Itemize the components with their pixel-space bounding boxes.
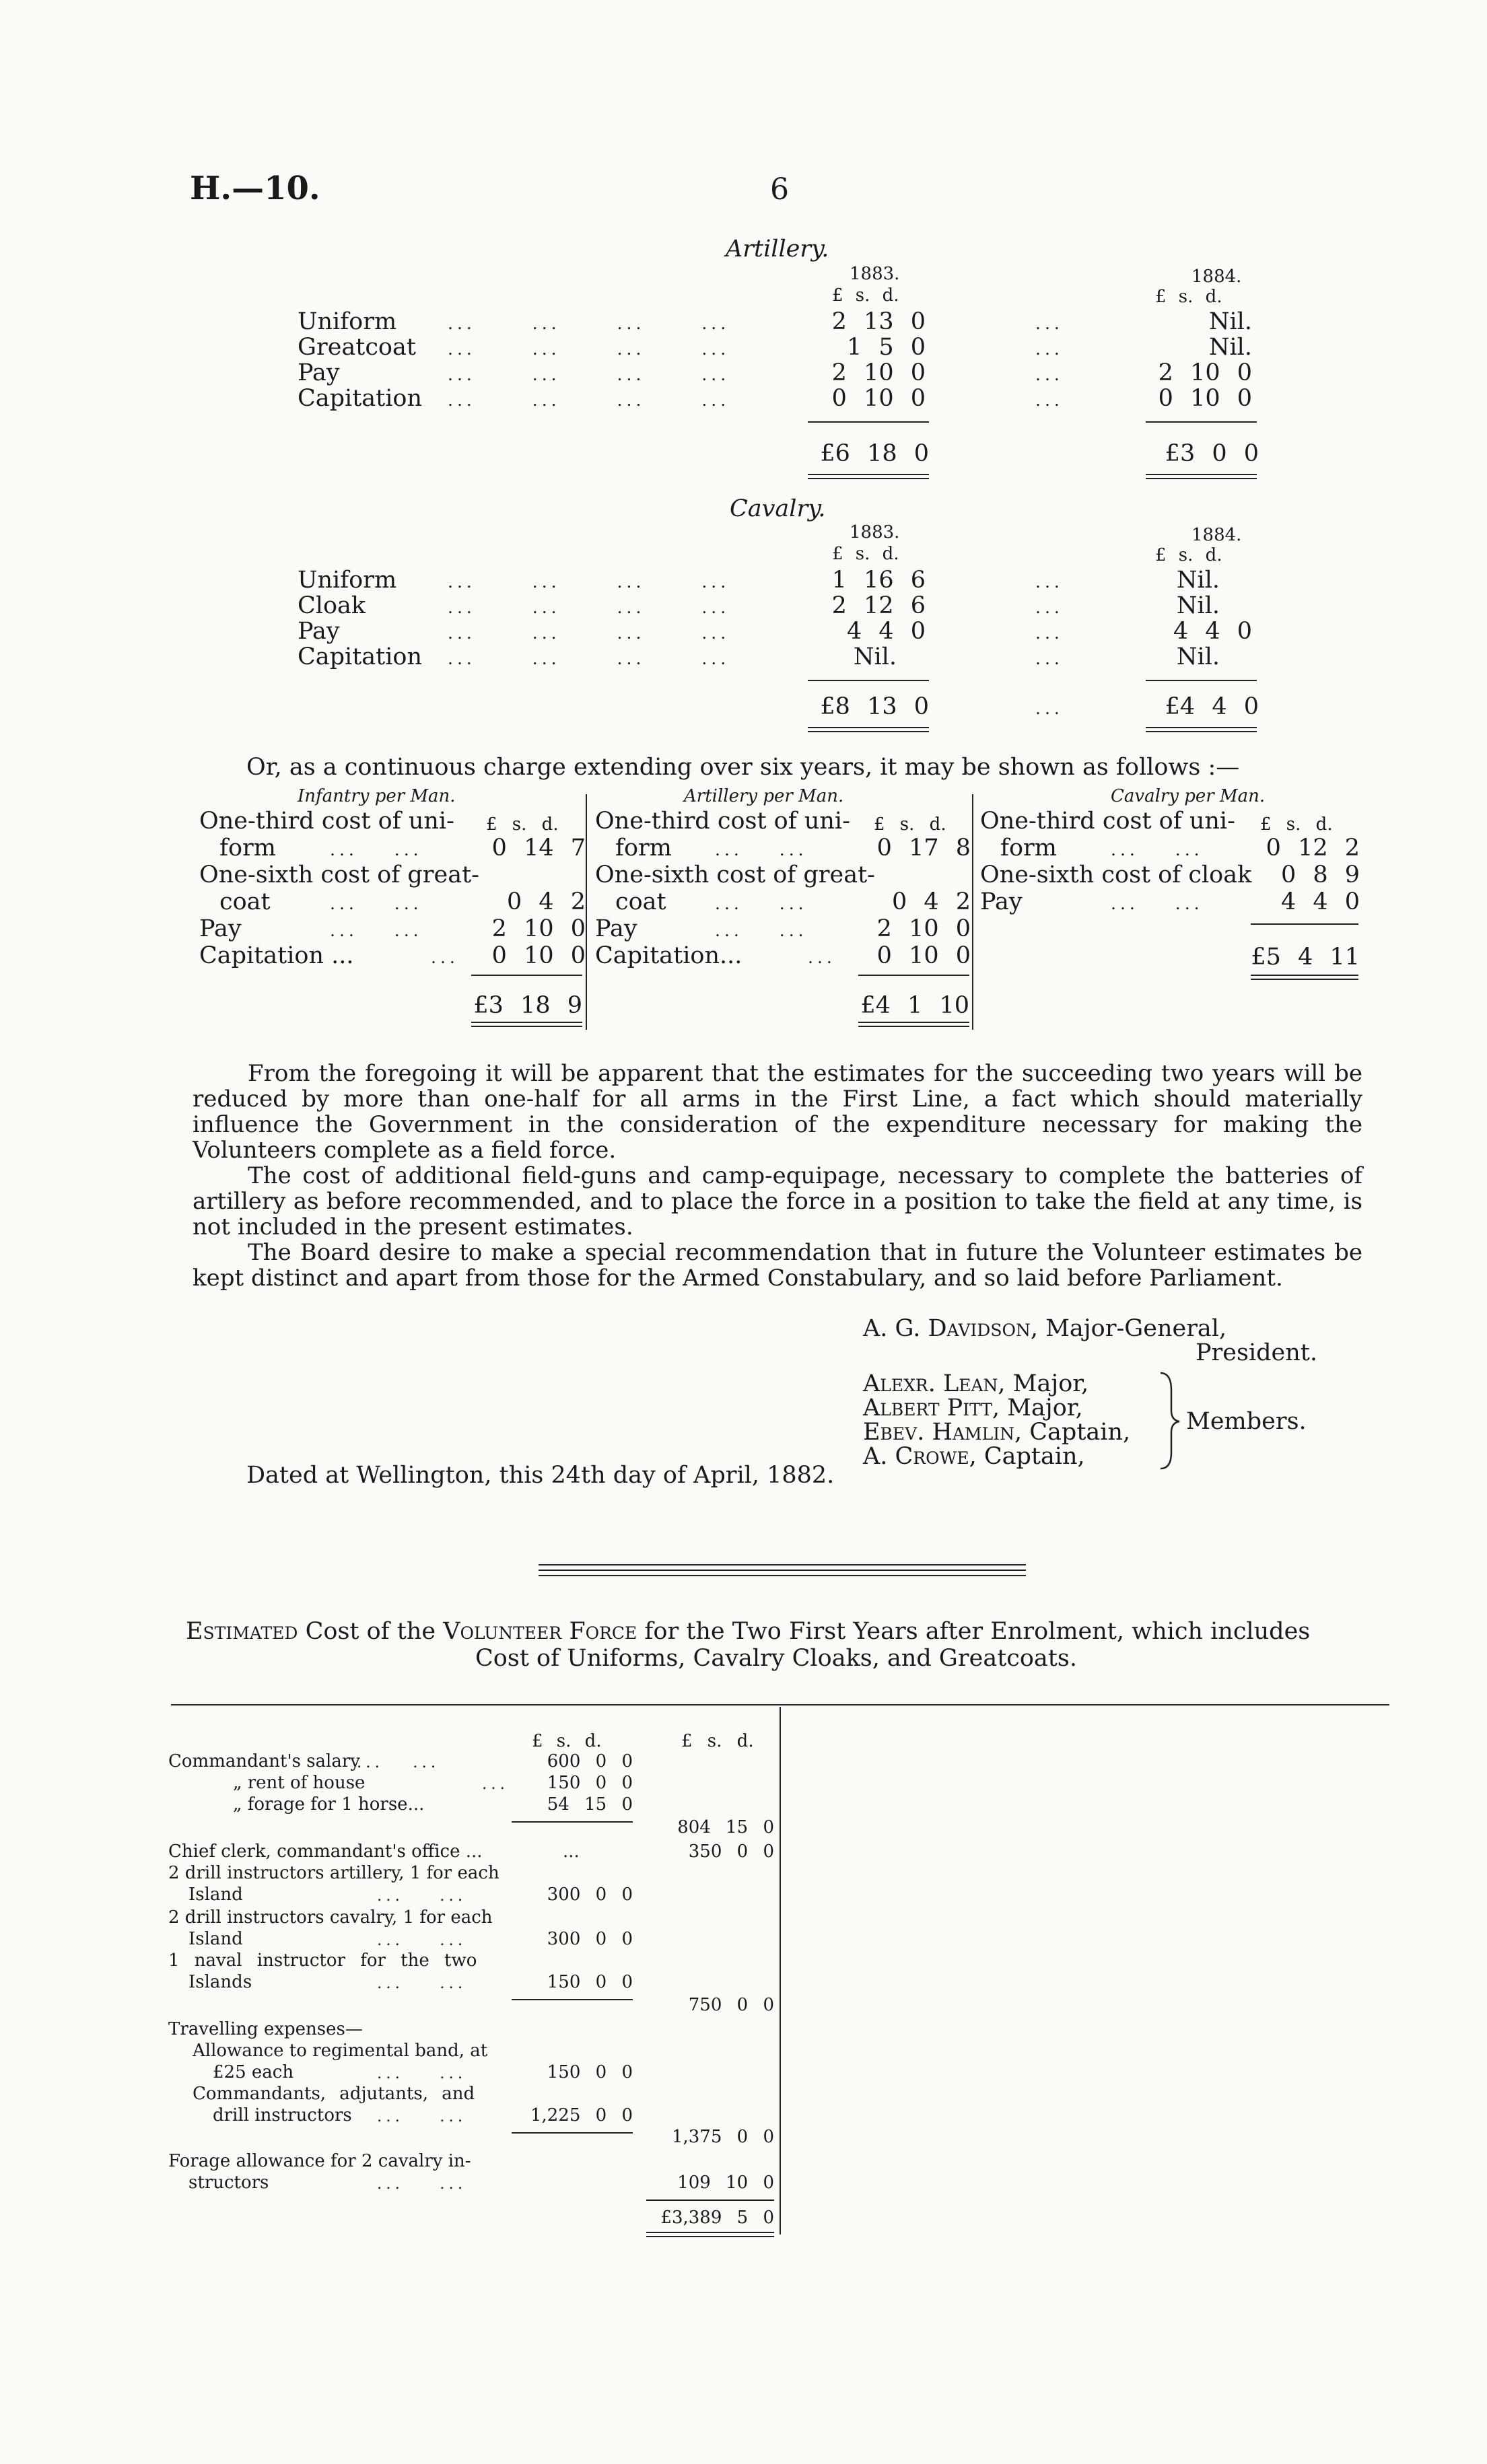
estimate-col2: 1,375 0 0 (671, 2127, 774, 2147)
estimate-row-label: 2 drill instructors cavalry, 1 for each (168, 1907, 493, 1928)
column-divider (972, 794, 973, 1030)
estimate-col1: 300 0 0 (547, 1929, 633, 1949)
estimate-row-label: Island (188, 1929, 243, 1949)
infantry-value: 2 10 0 (491, 915, 586, 942)
page-number: 6 (770, 172, 789, 207)
cavalry-per-man-line: One-third cost of uni- (980, 808, 1235, 835)
cavalry-total-1883: £8 13 0 (820, 693, 929, 720)
dated-line: Dated at Wellington, this 24th day of April, 1882. (246, 1462, 835, 1489)
estimate-row-label: £25 each (213, 2062, 294, 2082)
artillery-per-man-line: Capitation... (595, 942, 742, 969)
cavalry-total-1884: £4 4 0 (1165, 693, 1259, 720)
cavalry-per-man-title: Cavalry per Man. (1111, 786, 1266, 806)
page: H.—10. 6 Artillery. 1883. 1884. £ s. d. £ s. d. Uniform Greatcoat Pay Capitation ... ... ... ... ... ... ... ... ... ... ... ... ... ... ... ... 2 13 0 1 5 0 2 10 0 0 10 0 ... ... ... ... Nil. Nil. 2 10 0 0 10 0 £6 18 0 £3 0 0 Cavalry. 1883. 1884. £ s. d. £ s. d. Uniform Cloak Pay Capitation ... ... ... ... ... ... ... ... ... ... ... ... ... ... ... ... 1 16 6 2 12 6 4 4 0 Nil. ... ... ... ... Nil. Nil. 4 4 0 Nil. £8 13 0 ... £4 4 0 Or, as a continuous charge extending over six years, it may be shown as follows :— Infantry per Man. £ s. d. One-third cost of uni- form ... ... 0 14 7 One-sixth cost of great- coat ... ... 0 4 2 Pay ... ... 2 10 0 Capitation ... ... 0 10 0 £3 18 9 Artillery per Man. £ s. d. One-third cost of uni- form ... ... 0 17 8 One-sixth cost of great- coat ... ... 0 4 2 Pay ... ... 2 10 0 Capitation... ... 0 10 0 £4 1 10 Cavalry per Man. £ s. d. One-third cost of uni- form ... ... 0 12 2 One-sixth cost of cloak 0 8 9 Pay ... ... 4 4 0 £5 4 11 From the foregoing it will be apparent that the estimates for the succeeding two years will be reduced by more than one-half for all arms in the First Line, a fact which should materially influence the Government in the consideration of the expenditure necessary for making the Volunteers complete as a field force. The cost of additional field-guns and camp-equipage, necessary to complete the batteries of artillery as before recommended, and to place the force in a position to take the field at any time, is not included in the present estimates. The Board desire to make a special recommendation that in future the Volunteer estimates be kept distinct and apart from those for the Armed Constabulary, and so laid before Parliament. A. G. Davidson, Major-General, President. Alexr. Lean, Major, Albert Pitt, Major, Ebev. Hamlin, Captain, A. Crowe, Captain, Members. Dated at Wellington, this 24th day of April, 1882. Estimated Cost of the Volunteer Force for the Two First Years after Enrolment, which includes Cost of Uniforms, Cavalry Cloaks, and Greatcoats. £ s. d. £ s. d. Commandant's salary ... ... 600 0 0 „ rent of house ... 150 0 0 „ forage for 1 horse... 54 15 0 804 15 0 Chief clerk, commandant's office ... ... 350 0 0 2 drill instructors artillery, 1 for each Island ... ... 300 0 0 2 drill instructors cavalry, 1 for each Island ... ... 300 0 0 1 naval instructor for the two Islands ... ... 150 0 0 750 0 0 Travelling expenses— Allowance to regimental band, at £25 each ... ... 150 0 0 Commandants, adjutants, and drill instructors ... ... 1,225 0 0 1,375 0 0 Forage allowance for 2 cavalry in- structors ... ... 109 10 0 £3,389 5 0 (0, 0, 1487, 2464)
artillery-total-1883: £6 18 0 (820, 440, 929, 467)
estimate-row-label: Forage allowance for 2 cavalry in- (168, 2151, 471, 2171)
estimate-heading: Estimated Cost of the Volunteer Force for the Two First Years after Enrolment, which includes (186, 1618, 1311, 1645)
infantry-value: 0 4 2 (506, 888, 586, 915)
estimate-units-col1: £ s. d. (532, 1731, 602, 1751)
infantry-line: Pay (199, 915, 242, 942)
estimate-row-label: 2 drill instructors artillery, 1 for each (168, 1863, 499, 1883)
artillery-per-man-total: £4 1 10 (860, 992, 969, 1019)
infantry-per-man-title: Infantry per Man. (298, 786, 456, 806)
cavalry-row-label: Pay (298, 618, 340, 645)
estimate-row-label: structors (188, 2173, 269, 2193)
estimate-total: £3,389 5 0 (660, 2208, 774, 2228)
cavalry-row-label: Uniform (298, 567, 397, 594)
artillery-units-1884: £ s. d. (1155, 287, 1222, 307)
cavalry-row-label: Capitation (298, 643, 423, 670)
estimate-row-label: Commandant's salary (168, 1751, 360, 1771)
infantry-line: coat (219, 888, 271, 915)
estimate-row-label: „ rent of house (233, 1773, 366, 1793)
artillery-row-label: Pay (298, 359, 340, 386)
estimate-row-label: Allowance to regimental band, at (193, 2041, 488, 2061)
cavalry-year-1884: 1884. (1191, 525, 1242, 545)
estimate-col1: 150 0 0 (547, 1773, 633, 1793)
artillery-row-label: Uniform (298, 308, 397, 335)
artillery-units-1883: £ s. d. (832, 285, 899, 306)
separator-rule (539, 1564, 1026, 1565)
leader-dots: ... ... ... ... (448, 390, 730, 410)
president-title: President. (1196, 1339, 1317, 1366)
estimate-col2: 750 0 0 (688, 1995, 774, 2015)
artillery-per-man-units: £ s. d. (874, 814, 946, 835)
cavalry-per-man-line: form (1000, 835, 1057, 861)
leader-dots: ... ... ... ... (448, 314, 730, 333)
infantry-line: form (219, 835, 276, 861)
artillery-1883-value: 0 10 0 (831, 385, 926, 412)
infantry-line: One-third cost of uni- (199, 808, 454, 835)
infantry-value: 0 14 7 (491, 835, 586, 861)
cavalry-1884-value: 4 4 0 (1173, 618, 1252, 645)
artillery-1884-value: Nil. (1208, 308, 1252, 335)
estimate-col2: 109 10 0 (677, 2173, 774, 2193)
estimate-col1: 1,225 0 0 (530, 2105, 633, 2125)
infantry-units: £ s. d. (486, 814, 559, 835)
estimate-col1: 54 15 0 (547, 1794, 633, 1815)
president-signature: A. G. Davidson, Major-General, (863, 1315, 1227, 1342)
cavalry-units-1883: £ s. d. (832, 544, 899, 564)
infantry-value: 0 10 0 (491, 942, 586, 969)
cavalry-per-man-line: One-sixth cost of cloak (980, 861, 1252, 888)
members-label: Members. (1186, 1408, 1307, 1435)
paragraph-foregoing: From the foregoing it will be apparent that the estimates for the succeeding two years will be reduced by more than one-half for all arms in the First Line, a fact which should materially influence the Government in the consideration of the expenditure necessary for making the Volunteers complete as a field force. (193, 1060, 1362, 1164)
estimate-table-divider (780, 1707, 781, 2234)
infantry-total: £3 18 9 (473, 992, 582, 1019)
column-divider (586, 794, 587, 1030)
artillery-total-1884: £3 0 0 (1165, 440, 1259, 467)
estimate-row-label: Chief clerk, commandant's office ... (168, 1841, 483, 1862)
document-reference: H.—10. (190, 170, 320, 207)
member-signature: A. Crowe, Captain, (863, 1443, 1085, 1470)
artillery-year-1884: 1884. (1191, 267, 1242, 287)
artillery-per-man-value: 0 10 0 (876, 942, 971, 969)
cavalry-per-man-line: Pay (980, 888, 1023, 915)
artillery-1883-value: 1 5 0 (846, 334, 926, 361)
cavalry-1883-value: Nil. (853, 643, 897, 670)
artillery-year-1883: 1883. (850, 264, 900, 284)
estimate-col1: 300 0 0 (547, 1885, 633, 1905)
estimate-row-label: Travelling expenses— (168, 2019, 363, 2039)
artillery-per-man-value: 0 4 2 (891, 888, 971, 915)
cavalry-1883-value: 4 4 0 (846, 618, 926, 645)
cavalry-1884-value: Nil. (1176, 592, 1220, 619)
artillery-per-man-line: One-sixth cost of great- (595, 861, 875, 888)
cavalry-1883-value: 1 16 6 (831, 567, 926, 594)
estimate-table-top-rule (171, 1704, 1389, 1705)
paragraph-recommendation: The Board desire to make a special recommendation that in future the Volunteer estimates be kept distinct and apart from those for the Armed Constabulary, and so laid before Parliament. (193, 1239, 1362, 1292)
artillery-row-label: Greatcoat (298, 334, 416, 361)
member-signature: Alexr. Lean, Major, (863, 1370, 1089, 1397)
cavalry-1883-value: 2 12 6 (831, 592, 926, 619)
cavalry-per-man-value: 0 12 2 (1266, 835, 1360, 861)
artillery-per-man-line: coat (615, 888, 666, 915)
cavalry-1884-value: Nil. (1176, 643, 1220, 670)
cavalry-row-label: Cloak (298, 592, 366, 619)
estimate-row-label: 1 naval instructor for the two (168, 1950, 477, 1971)
infantry-line: Capitation ... (199, 942, 354, 969)
cavalry-units-1884: £ s. d. (1155, 545, 1222, 565)
artillery-per-man-line: form (615, 835, 672, 861)
estimate-col1: ... (563, 1841, 580, 1862)
estimate-row-label: Commandants, adjutants, and (193, 2084, 475, 2104)
artillery-1883-value: 2 13 0 (831, 308, 926, 335)
cavalry-year-1883: 1883. (850, 522, 900, 542)
artillery-per-man-value: 0 17 8 (876, 835, 971, 861)
estimate-col2: 350 0 0 (688, 1841, 774, 1862)
estimate-units-col2: £ s. d. (681, 1731, 754, 1751)
cavalry-1884-value: Nil. (1176, 567, 1220, 594)
artillery-1884-value: Nil. (1208, 334, 1252, 361)
artillery-row-label: Capitation (298, 385, 423, 412)
infantry-line: One-sixth cost of great- (199, 861, 479, 888)
cavalry-per-man-value: 4 4 0 (1280, 888, 1360, 915)
cavalry-title: Cavalry. (730, 495, 826, 522)
artillery-1884-value: 0 10 0 (1158, 385, 1252, 412)
leader-dots: ... ... ... ... (448, 339, 730, 359)
estimate-row-label: „ forage for 1 horse... (233, 1794, 425, 1815)
estimate-row-label: Islands (188, 1972, 252, 1992)
artillery-per-man-line: Pay (595, 915, 637, 942)
estimate-col2: 804 15 0 (677, 1817, 774, 1837)
artillery-per-man-line: One-third cost of uni- (595, 808, 850, 835)
cavalry-per-man-total: £5 4 11 (1251, 944, 1360, 971)
leader-dots: ... ... ... ... (448, 365, 730, 384)
estimate-row-label: Island (188, 1885, 243, 1905)
estimate-col1: 150 0 0 (547, 2062, 633, 2082)
artillery-per-man-value: 2 10 0 (876, 915, 971, 942)
paragraph-additional-cost: The cost of additional field-guns and camp-equipage, necessary to complete the batteries of artillery as before recommended, and to place the force in a position to take the field at any time, is not included in the present estimates. (193, 1162, 1362, 1240)
artillery-1884-value: 2 10 0 (1158, 359, 1252, 386)
member-signature: Ebev. Hamlin, Captain, (863, 1419, 1131, 1446)
members-brace (1156, 1370, 1183, 1471)
artillery-1883-value: 2 10 0 (831, 359, 926, 386)
member-signature: Albert Pitt, Major, (863, 1395, 1083, 1421)
estimate-heading-line2: Cost of Uniforms, Cavalry Cloaks, and Greatcoats. (475, 1645, 1077, 1672)
artillery-title: Artillery. (726, 236, 829, 262)
estimate-row-label: drill instructors (213, 2105, 352, 2125)
continuous-intro: Or, as a continuous charge extending over six years, it may be shown as follows :— (246, 754, 1240, 781)
estimate-col1: 600 0 0 (547, 1751, 633, 1771)
cavalry-per-man-value: 0 8 9 (1280, 861, 1360, 888)
artillery-per-man-title: Artillery per Man. (684, 786, 844, 806)
estimate-col1: 150 0 0 (547, 1972, 633, 1992)
cavalry-per-man-units: £ s. d. (1260, 814, 1333, 835)
